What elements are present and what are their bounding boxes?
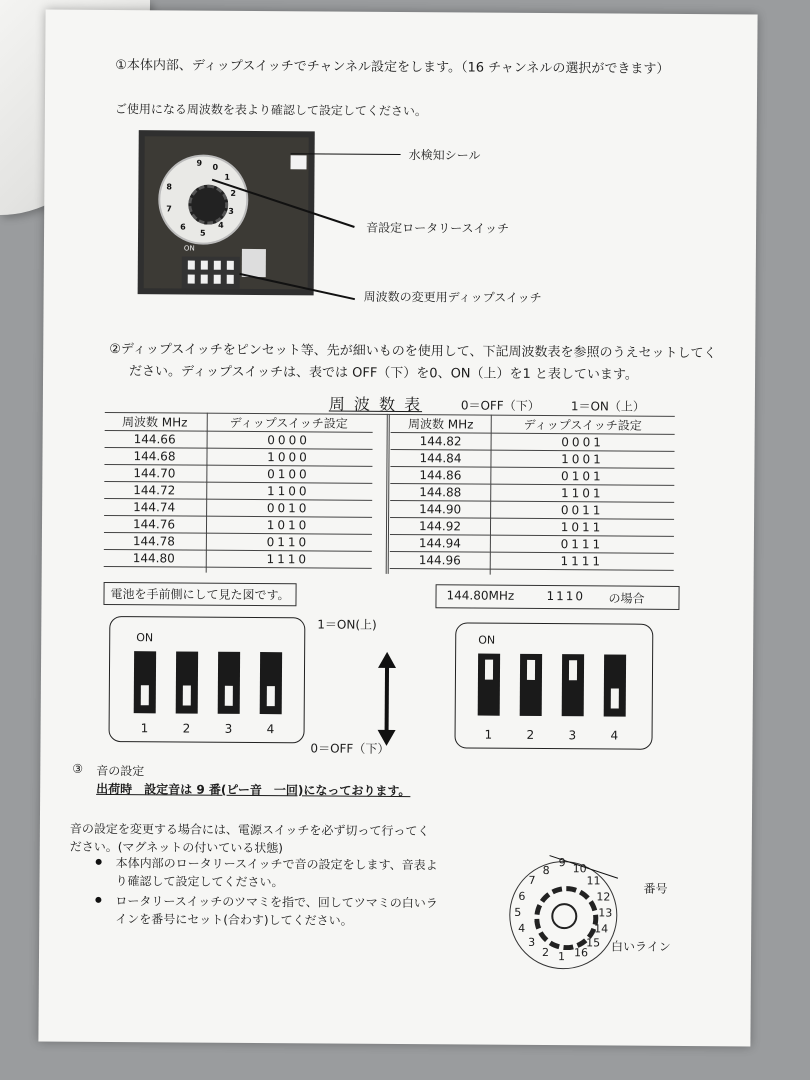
arrow-label-off: 0＝OFF（下） bbox=[310, 741, 390, 756]
dip-cell: 0000 bbox=[205, 431, 373, 449]
dip-switch-number: 3 bbox=[568, 728, 577, 743]
dip-switch-3 bbox=[562, 654, 584, 716]
bullet1-line1: 本体内部のロータリースイッチで音の設定をします、音表よ bbox=[115, 856, 438, 873]
dip-switch-knob bbox=[569, 660, 577, 680]
table-header-row bbox=[105, 413, 373, 432]
col-header-dip: ディップスイッチ設定 bbox=[205, 414, 373, 433]
table-row bbox=[104, 532, 372, 551]
dip-on-label: ON bbox=[136, 631, 154, 645]
photo-dial-number: 0 bbox=[212, 162, 219, 172]
dip-switch-number: 1 bbox=[484, 727, 493, 742]
rotary-number: 15 bbox=[586, 936, 601, 950]
caption-example-code: 1110 bbox=[546, 589, 586, 604]
freq-cell: 144.90 bbox=[390, 500, 490, 518]
table-legend-on: 1＝ON（上） bbox=[570, 399, 645, 414]
label-sound-rotary: 音設定ロータリースイッチ bbox=[366, 220, 510, 236]
photo-dip-knob bbox=[188, 261, 195, 270]
bullet-icon bbox=[96, 859, 102, 865]
photo-dip-knob bbox=[214, 275, 221, 284]
photo-dial-number: 4 bbox=[218, 220, 224, 230]
dip-switch-1 bbox=[134, 651, 156, 713]
arrow-shaft bbox=[385, 664, 390, 736]
circuit-board bbox=[144, 136, 309, 289]
dip-cell: 1100 bbox=[204, 482, 372, 500]
caption-example-box bbox=[435, 584, 679, 610]
dip-switch-knob bbox=[183, 686, 191, 706]
table-legend-off: 0＝OFF（下） bbox=[460, 398, 540, 413]
photo-dip-knob bbox=[227, 275, 234, 284]
step2-line2: ださい。ディップスイッチは、表では OFF（下）を0、ON（上）を1 と表しています。 bbox=[129, 364, 638, 383]
table-row bbox=[390, 466, 674, 485]
dip-diagram-example bbox=[454, 622, 653, 749]
rotary-number: 4 bbox=[518, 921, 526, 935]
rotary-knob bbox=[534, 886, 601, 950]
table-row bbox=[104, 515, 372, 534]
photo-dial-number: 1 bbox=[224, 172, 231, 182]
dip-cell: 0101 bbox=[490, 467, 674, 485]
dip-switch-2 bbox=[520, 654, 542, 716]
label-freq-dip: 周波数の変更用ディップスイッチ bbox=[363, 289, 542, 305]
photo-component bbox=[242, 249, 266, 277]
dip-switch-number: 2 bbox=[182, 721, 191, 736]
rotary-number: 16 bbox=[573, 946, 589, 960]
arrow-label-on: 1＝ON(上) bbox=[317, 617, 377, 632]
table-row bbox=[390, 449, 674, 468]
dip-cell: 0100 bbox=[204, 465, 372, 483]
rotary-number: 9 bbox=[558, 856, 566, 870]
caption-example-freq: 144.80MHz bbox=[446, 588, 515, 603]
water-seal-sticker bbox=[291, 155, 307, 169]
freq-cell: 144.72 bbox=[104, 481, 204, 499]
photo-dial-number: 2 bbox=[230, 188, 236, 198]
dip-switch-3 bbox=[218, 652, 240, 714]
photo-dial-number: 6 bbox=[180, 222, 186, 232]
table-row bbox=[390, 551, 674, 570]
dip-switch-1 bbox=[478, 654, 500, 716]
sound-para-line2: ださい。(マグネットの付いている状態) bbox=[69, 839, 284, 856]
section3-heading: 音の設定 bbox=[96, 763, 145, 779]
rotary-number: 14 bbox=[594, 922, 609, 936]
rotary-number: 6 bbox=[518, 889, 526, 903]
dip-switch-number: 1 bbox=[140, 721, 149, 736]
col-header-dip: ディップスイッチ設定 bbox=[491, 416, 675, 435]
freq-cell: 144.78 bbox=[104, 532, 204, 550]
factory-setting-note: 出荷時 設定音は 9 番(ピー音 一回)になっております。 bbox=[96, 781, 411, 799]
dip-cell: 1000 bbox=[204, 448, 372, 466]
table-row bbox=[104, 447, 372, 466]
table-row bbox=[104, 498, 372, 517]
freq-cell: 144.70 bbox=[104, 464, 204, 482]
sound-para-line1: 音の設定を変更する場合には、電源スイッチを必ず切って行ってく bbox=[69, 821, 430, 839]
freq-cell: 144.68 bbox=[104, 447, 204, 465]
table-row bbox=[390, 483, 674, 502]
freq-cell: 144.82 bbox=[391, 432, 491, 450]
freq-cell: 144.92 bbox=[390, 517, 490, 535]
freq-cell: 144.76 bbox=[104, 515, 204, 533]
photo-dip-knob bbox=[201, 275, 208, 284]
label-number: 番号 bbox=[643, 881, 668, 896]
table-row bbox=[390, 534, 674, 553]
step2-line1: ②ディップスイッチをピンセット等、先が細いものを使用して、下記周波数表を参照のうえセットしてく bbox=[109, 341, 717, 362]
caption-battery-view: 電池を手前側にして見た図です。 bbox=[103, 582, 296, 606]
dip-switch-number: 3 bbox=[224, 721, 233, 736]
col-header-freq: 周波数 MHz bbox=[105, 413, 205, 431]
photo-dip-switch bbox=[182, 244, 240, 288]
table-row bbox=[105, 430, 373, 449]
dip-switch-knob bbox=[267, 686, 275, 706]
freq-table-left bbox=[104, 413, 373, 569]
photo-rotary-dial bbox=[158, 154, 249, 245]
dip-on-label: ON bbox=[478, 633, 496, 647]
label-white-line: 白いライン bbox=[611, 939, 671, 954]
photo-dial-number: 7 bbox=[166, 204, 172, 214]
dip-switch-knob bbox=[225, 686, 233, 706]
table-row bbox=[104, 481, 372, 500]
dip-switch-knob bbox=[141, 685, 149, 705]
freq-cell: 144.74 bbox=[104, 498, 204, 516]
photo-dip-knob bbox=[201, 261, 208, 270]
label-water-seal: 水検知シール bbox=[408, 148, 481, 163]
rotary-number: 12 bbox=[596, 890, 611, 904]
col-header-freq: 周波数 MHz bbox=[391, 415, 491, 433]
table-row bbox=[390, 500, 674, 519]
rotary-number: 10 bbox=[572, 862, 587, 876]
table-title: 周 波 数 表 bbox=[328, 394, 423, 415]
rotary-number: 13 bbox=[598, 906, 613, 920]
freq-table-right bbox=[390, 415, 675, 571]
bullet1-line2: り確認して設定してください。 bbox=[115, 874, 284, 890]
bullet2-line1: ロータリースイッチのツマミを指で、回してツマミの白いラ bbox=[115, 894, 438, 911]
rotary-number: 1 bbox=[557, 950, 566, 964]
caption-example-suffix: の場合 bbox=[608, 591, 645, 606]
rotary-number: 11 bbox=[586, 874, 601, 888]
photo-dip-knob bbox=[227, 261, 234, 270]
rotary-number: 2 bbox=[541, 946, 550, 960]
dip-switch-4 bbox=[604, 654, 626, 716]
table-row bbox=[391, 432, 675, 451]
dip-cell: 1011 bbox=[490, 518, 674, 536]
table-row bbox=[390, 517, 674, 536]
photo-dial-number: 8 bbox=[166, 182, 172, 192]
step1-subtext: ご使用になる周波数を表より確認して設定してください。 bbox=[114, 102, 427, 119]
rotary-switch-diagram bbox=[509, 856, 618, 970]
dip-cell: 0001 bbox=[491, 433, 675, 451]
freq-cell: 144.96 bbox=[390, 551, 490, 569]
dip-cell: 0110 bbox=[204, 533, 372, 551]
bullet-icon bbox=[95, 897, 101, 903]
step1-text: ①本体内部、ディップスイッチでチャンネル設定をします。（16 チャンネルの選択ができます） bbox=[115, 58, 670, 77]
dip-switch-number: 4 bbox=[266, 722, 275, 737]
freq-cell: 144.80 bbox=[104, 549, 204, 567]
rotary-number: 5 bbox=[514, 905, 522, 919]
freq-cell: 144.84 bbox=[390, 449, 490, 467]
instruction-sheet bbox=[38, 10, 757, 1047]
dip-switch-knob bbox=[485, 660, 493, 680]
dip-switch-2 bbox=[176, 651, 198, 713]
rotary-number: 3 bbox=[528, 935, 536, 949]
freq-cell: 144.94 bbox=[390, 534, 490, 552]
photo-dial-number: 5 bbox=[200, 228, 206, 238]
dip-switch-4 bbox=[260, 652, 282, 714]
dip-cell: 0010 bbox=[204, 499, 372, 517]
rotary-knob-core bbox=[551, 903, 577, 929]
photo-dial-number: 9 bbox=[196, 158, 203, 168]
table-header-row bbox=[391, 415, 675, 434]
rotary-number: 7 bbox=[528, 873, 536, 887]
dip-switch-number: 4 bbox=[610, 728, 619, 743]
table-row bbox=[104, 464, 372, 483]
photo-dip-knob bbox=[214, 261, 221, 270]
dip-cell: 1110 bbox=[204, 550, 372, 568]
section3-number: ③ bbox=[72, 761, 84, 776]
photo-dial-number: 3 bbox=[228, 206, 234, 216]
dip-switch-knob bbox=[527, 660, 535, 680]
table-row bbox=[104, 549, 372, 568]
bullet2-line2: インを番号にセット(合わす)してください。 bbox=[115, 912, 353, 928]
photo-dip-knob bbox=[188, 275, 195, 284]
device-photo bbox=[138, 130, 315, 295]
freq-cell: 144.86 bbox=[390, 466, 490, 484]
photo-dial-knob bbox=[188, 185, 228, 225]
dip-diagram-all-off bbox=[108, 616, 305, 743]
dip-cell: 1101 bbox=[490, 484, 674, 502]
dip-cell: 1111 bbox=[490, 552, 674, 570]
rotary-number: 8 bbox=[542, 864, 550, 878]
photo-dip-on-label: ON bbox=[183, 244, 195, 253]
dip-cell: 0011 bbox=[490, 501, 674, 519]
freq-cell: 144.66 bbox=[105, 430, 205, 448]
dip-switch-knob bbox=[611, 688, 619, 708]
dip-cell: 0111 bbox=[490, 535, 674, 553]
freq-cell: 144.88 bbox=[390, 483, 490, 501]
dip-cell: 1010 bbox=[204, 516, 372, 534]
dip-switch-number: 2 bbox=[526, 727, 535, 742]
dip-cell: 1001 bbox=[490, 450, 674, 468]
